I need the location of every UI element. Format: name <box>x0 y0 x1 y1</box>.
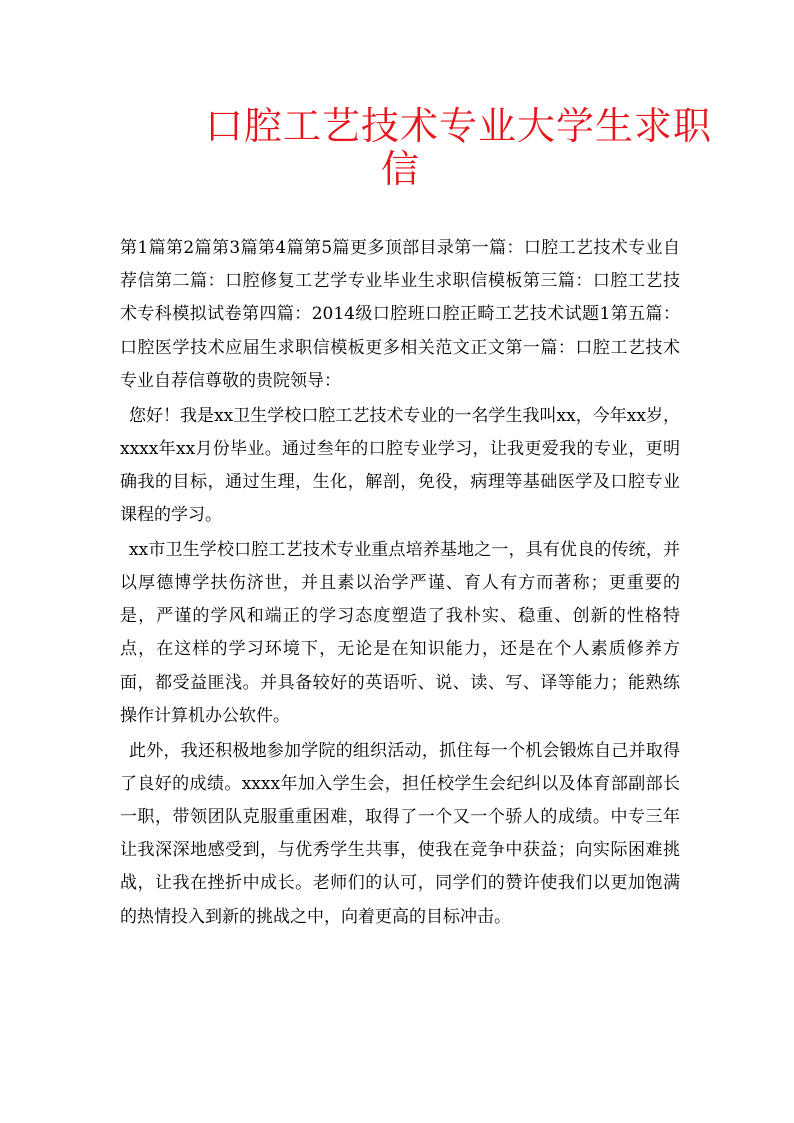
document-title-line-2: 信 <box>381 147 421 191</box>
document-body <box>120 232 680 935</box>
paragraph-table-of-contents: 第1篇第2篇第3篇第4篇第5篇更多顶部目录第一篇：口腔工艺技术专业自荐信第二篇：口腔修复工艺学专业毕业生求职信模板第三篇：口腔工艺技术专科模拟试卷第四篇：2014级口腔班口腔正畸工艺技术试题1第五篇：口腔医学技术应届生求职信模板更多相关范文正文第一篇：口腔工艺技术专业自荐信尊敬的贵院领导： <box>120 238 680 391</box>
paragraph-school: xx市卫生学校口腔工艺技术专业重点培养基地之一，具有优良的传统，并以厚德博学扶伤济世，并且素以治学严谨、育人有方而著称；更重要的是，严谨的学风和端正的学习态度塑造了我朴实、稳重、创新的性格特点，在这样的学习环境下，无论是在知识能力，还是在个人素质修养方面，都受益匪浅。并具备较好的英语听、说、读、写、译等能力；能熟练操作计算机办公软件。 <box>120 539 680 726</box>
paragraph-activities: 此外，我还积极地参加学院的组织活动，抓住每一个机会锻炼自己并取得了良好的成绩。xxxx年加入学生会，担任校学生会纪纠以及体育部副部长一职，带领团队克服重重困难，取得了一个又一个骄人的成绩。中专三年让我深深地感受到，与优秀学生共事，使我在竞争中获益；向实际困难挑战，让我在挫折中成长。老师们的认可，同学们的赞许使我们以更加饱满的热情投入到新的挑战之中，向着更高的目标冲击。 <box>120 740 680 927</box>
paragraph-greeting: 您好！我是xx卫生学校口腔工艺技术专业的一名学生我叫xx，今年xx岁，xxxx年xx月份毕业。通过叁年的口腔专业学习，让我更爱我的专业，更明确我的目标，通过生理，生化，解剖，免役，病理等基础医学及口腔专业课程的学习。 <box>120 405 680 526</box>
document-title-line-1: 口腔工艺技术专业大学生求职 <box>205 104 713 148</box>
